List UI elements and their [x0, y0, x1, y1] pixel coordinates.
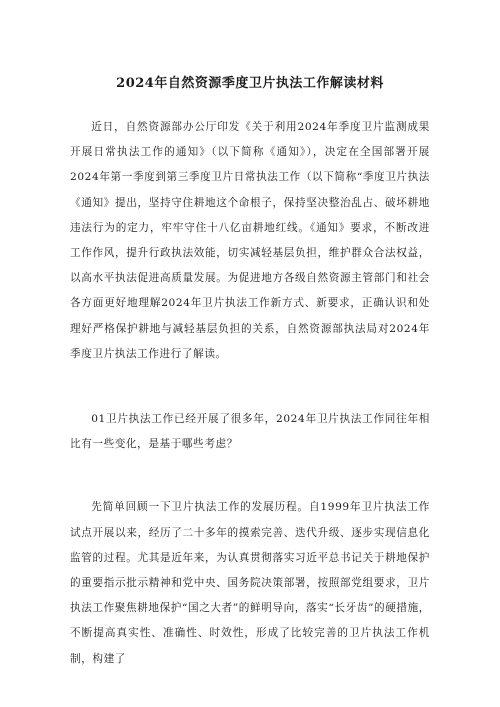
question-heading: 01卫片执法工作已经开展了很多年，2024年卫片执法工作同往年相比有一些变化，是基于哪些考虑？	[70, 413, 430, 451]
intro-paragraph: 近日，自然资源部办公厅印发《关于利用2024年季度卫片监测成果开展日常执法工作的通知》（以下简称《通知》），决定在全国部署开展2024年第一季度到第三季度卫片日常执法工作（以下简称“季度卫片执法《通知》提出，坚持守住耕地这个命根子，保持坚决整治乱占、破坏耕地违法行为的定力，牢牢守住十八亿亩耕地红线。《通知》要求，不断改进工作作风，提升行政执法效能，切实减轻基层负担，维护群众合法权益，以高水平执法促进高质量发展。为促进地方各级自然资源主管部门和社会各方面更好地理解2024年卫片执法工作新方式、新要求，正确认识和处理好严格保护耕地与减轻基层负担的关系，自然资源部执法局对2024年季度卫片执法工作进行了解读。	[70, 121, 430, 360]
document-title: 2024年自然资源季度卫片执法工作解读材料	[116, 76, 384, 91]
answer-paragraph: 先简单回顾一下卫片执法工作的发展历程。自1999年卫片执法工作试点开展以来，经历了二十多年的摸索完善、迭代升级、逐步实现信息化监管的过程。尤其是近年来，为认真贯彻落实习近平总书记关于耕地保护的重要指示批示精神和党中央、国务院决策部署，按照部党组要求，卫片执法工作聚焦耕地保护“国之大者”的鲜明导向，落实“长牙齿”的硬措施，不断提高真实性、准确性、时效性，形成了比较完善的卫片执法工作机制，构建了	[70, 501, 430, 665]
